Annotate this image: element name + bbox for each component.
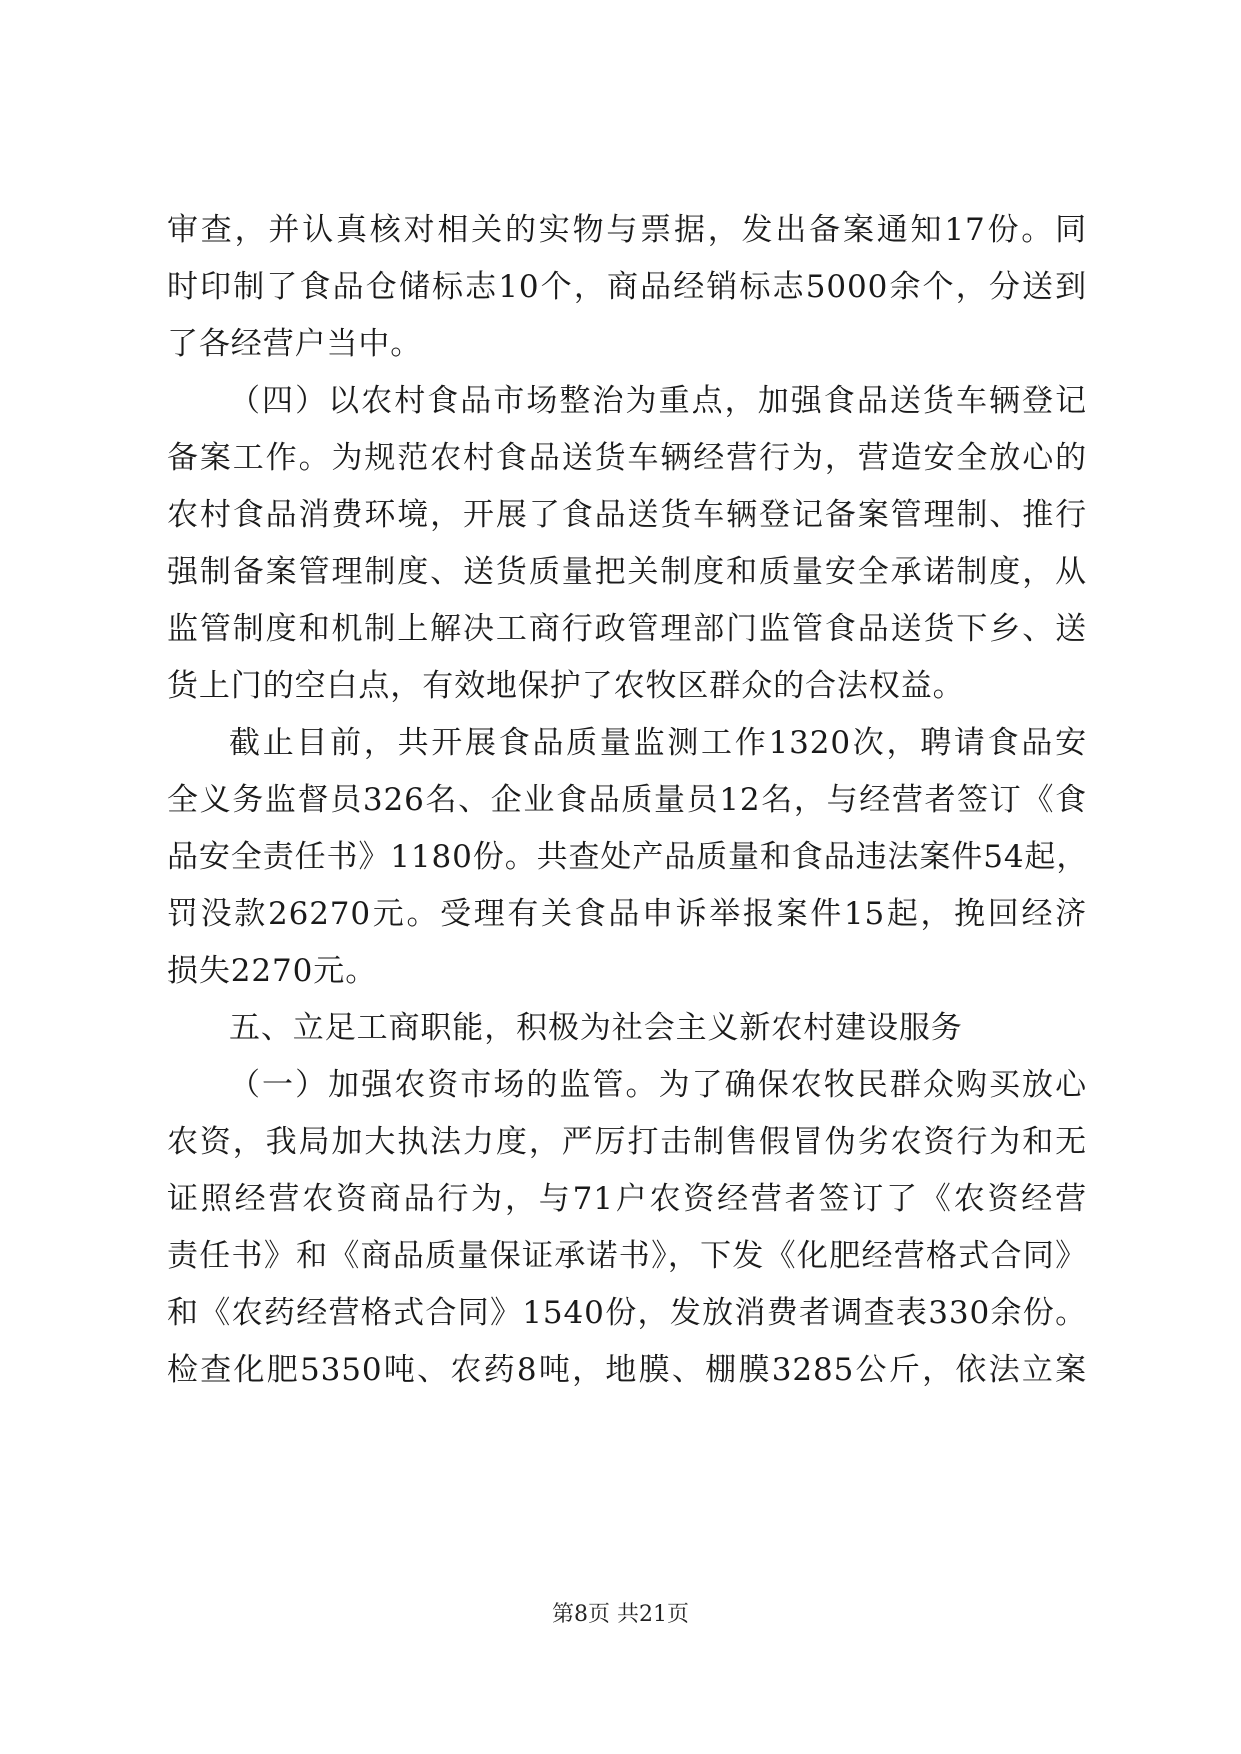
- text-line: 备案工作。为规范农村食品送货车辆经营行为，营造安全放心的: [167, 440, 1087, 476]
- page-number-footer: 第8页 共21页: [552, 1602, 689, 1627]
- text-line: 监管制度和机制上解决工商行政管理部门监管食品送货下乡、送: [167, 611, 1087, 647]
- text-line: 损失2270元。: [167, 953, 378, 989]
- text-line: 时印制了食品仓储标志10个，商品经销标志5000余个，分送到: [167, 269, 1087, 305]
- paragraph-indent-line: （四）以农村食品市场整治为重点，加强食品送货车辆登记: [229, 383, 1087, 419]
- text-line: 农资，我局加大执法力度，严厉打击制售假冒伪劣农资行为和无: [167, 1124, 1087, 1160]
- text-line: 罚没款26270元。受理有关食品申诉举报案件15起，挽回经济: [167, 896, 1087, 932]
- text-line: 和《农药经营格式合同》1540份，发放消费者调查表330余份。: [167, 1295, 1087, 1331]
- text-line: 检查化肥5350吨、农药8吨，地膜、棚膜3285公斤，依法立案: [167, 1352, 1087, 1388]
- text-line: 审查，并认真核对相关的实物与票据，发出备案通知17份。同: [167, 212, 1087, 248]
- text-line: 货上门的空白点，有效地保护了农牧区群众的合法权益。: [167, 668, 965, 704]
- text-line: 强制备案管理制度、送货质量把关制度和质量安全承诺制度，从: [167, 554, 1087, 590]
- paragraph-indent-line: 截止目前，共开展食品质量监测工作1320次，聘请食品安: [229, 725, 1087, 761]
- section-heading: 五、立足工商职能，积极为社会主义新农村建设服务: [229, 1010, 963, 1046]
- text-line: 责任书》和《商品质量保证承诺书》，下发《化肥经营格式合同》: [167, 1238, 1087, 1274]
- text-line: 农村食品消费环境，开展了食品送货车辆登记备案管理制、推行: [167, 497, 1087, 533]
- text-line: 品安全责任书》1180份。共查处产品质量和食品违法案件54起，: [167, 839, 1089, 875]
- text-line: 全义务监督员326名、企业食品质量员12名，与经营者签订《食: [167, 782, 1087, 818]
- text-line: 了各经营户当中。: [167, 326, 423, 362]
- text-line: 证照经营农资商品行为，与71户农资经营者签订了《农资经营: [167, 1181, 1087, 1217]
- paragraph-indent-line: （一）加强农资市场的监管。为了确保农牧民群众购买放心: [229, 1067, 1087, 1103]
